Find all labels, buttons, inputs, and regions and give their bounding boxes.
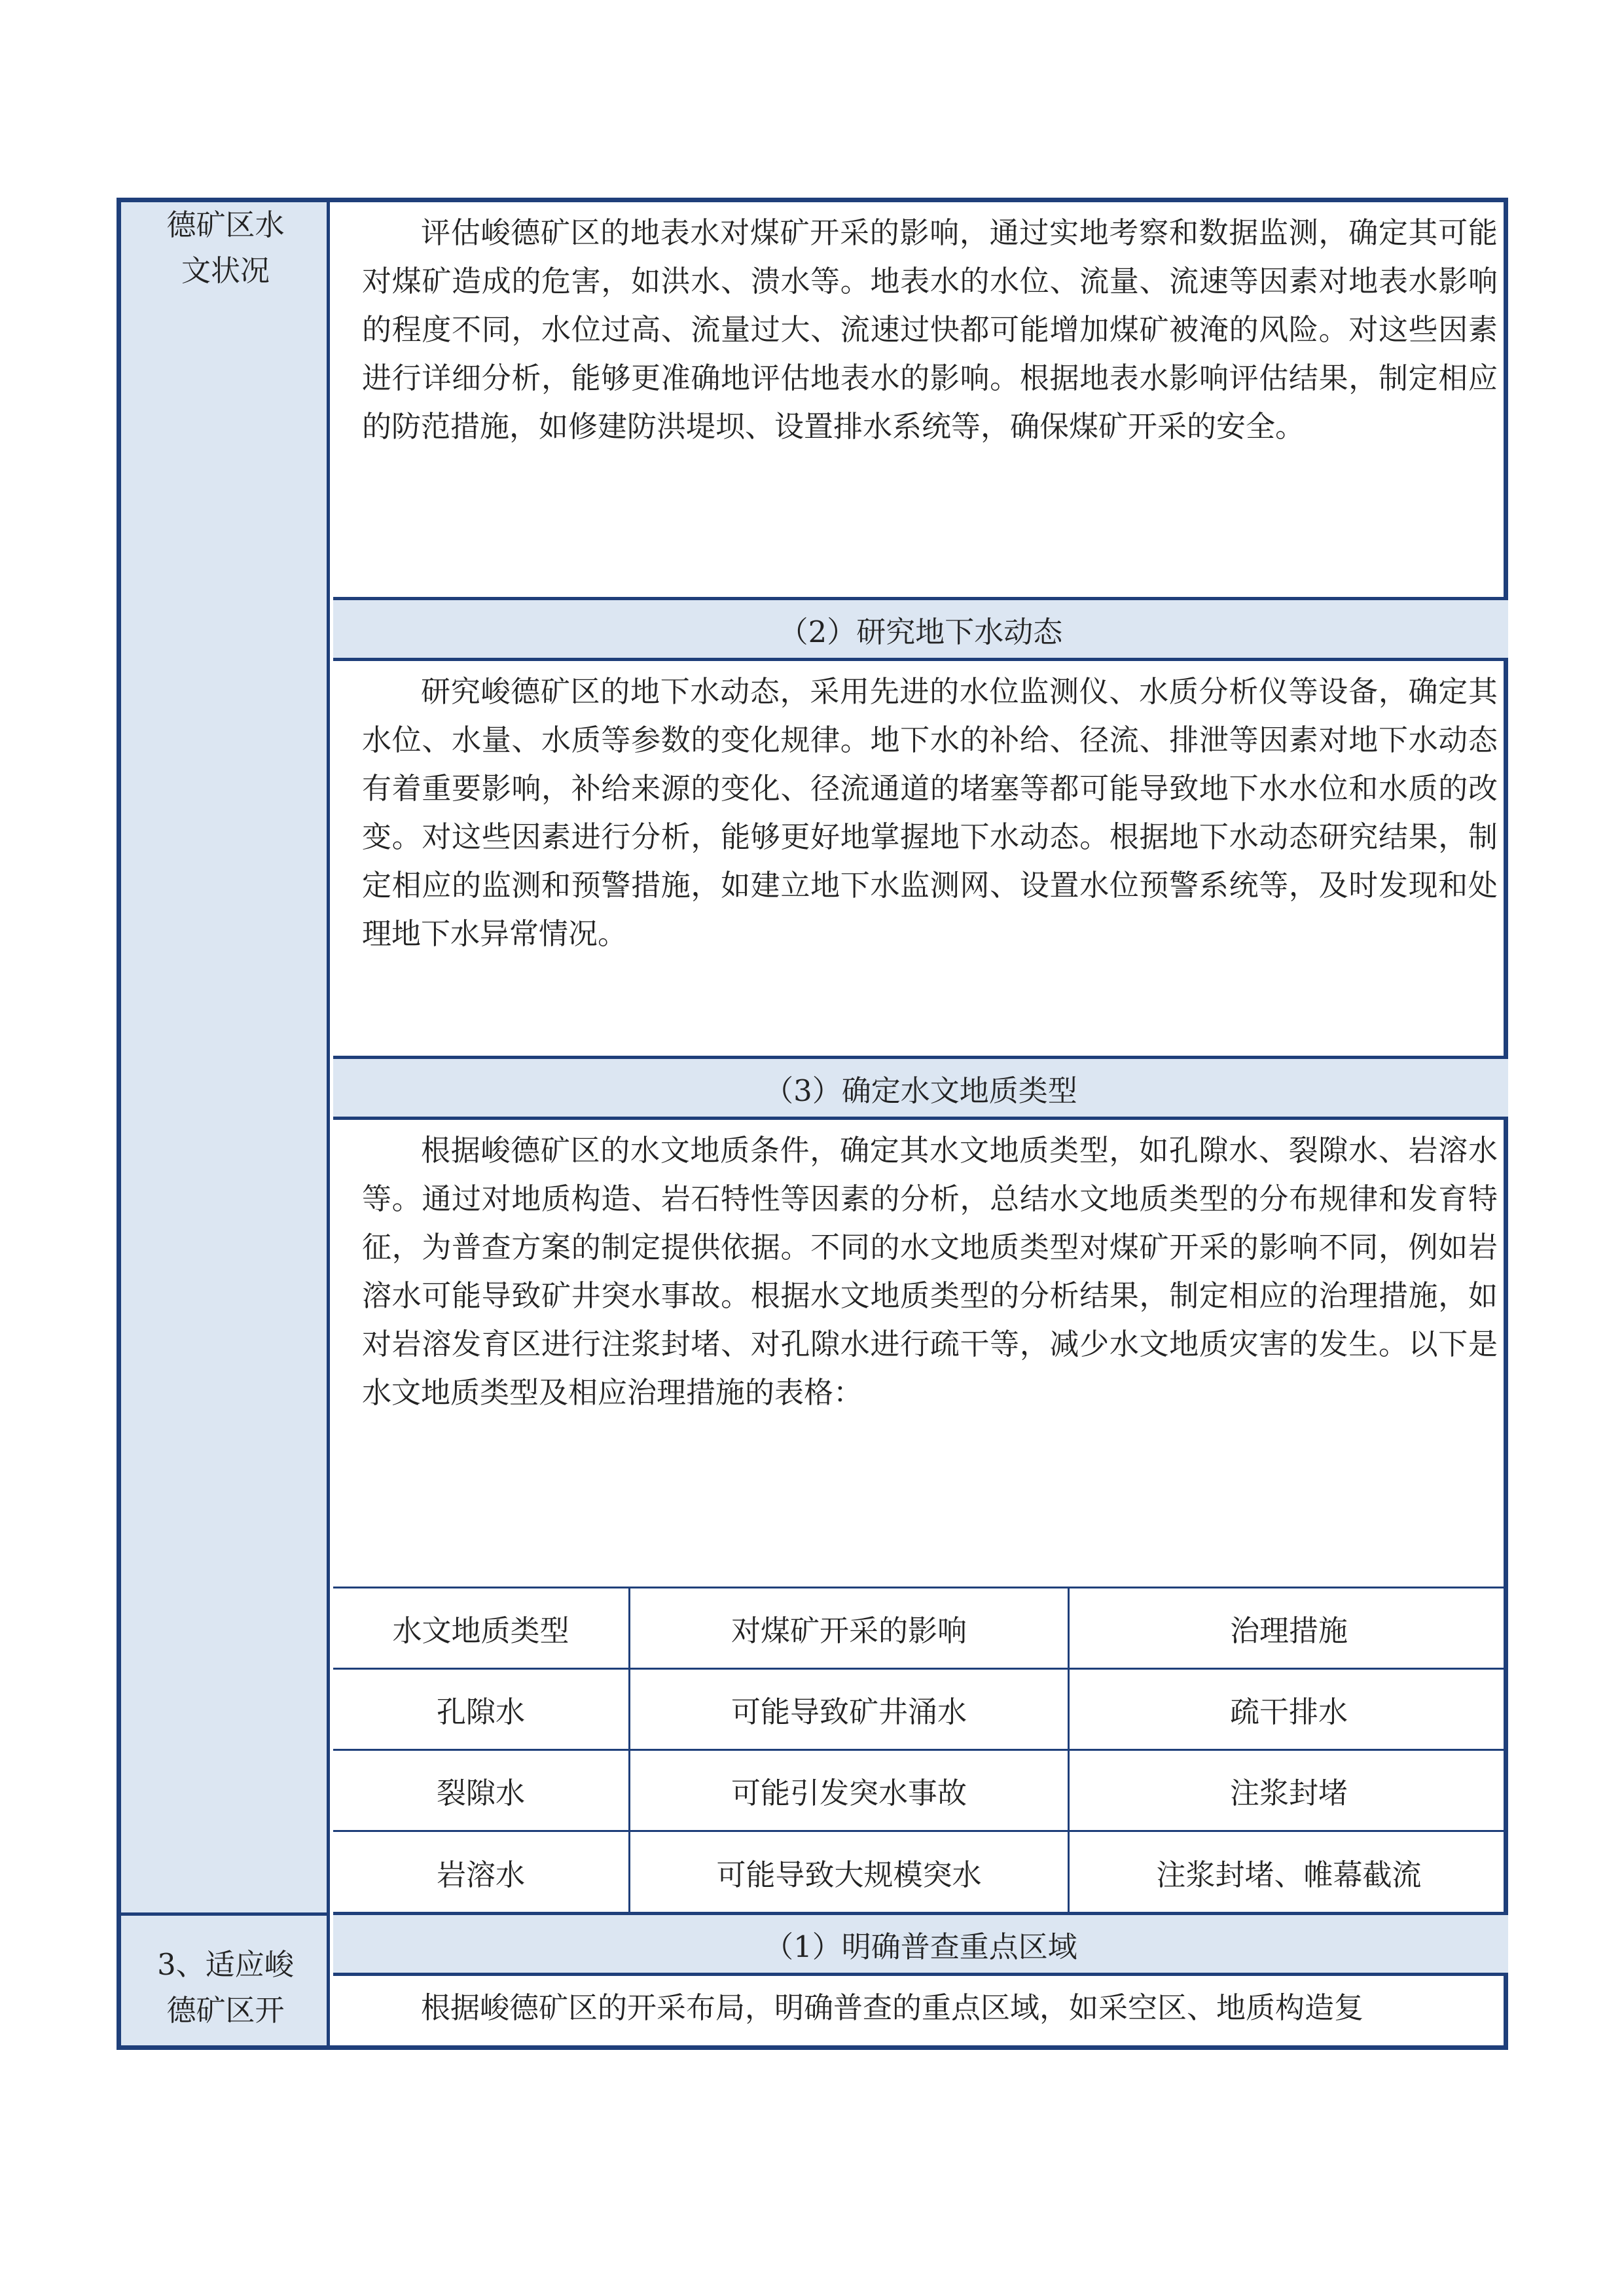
heading-groundwater: （2）研究地下水动态 [333, 600, 1508, 658]
paragraph-hydrogeology-type: 根据峻德矿区的水文地质条件，确定其水文地质类型，如孔隙水、裂隙水、岩溶水等。通过对地质构造、岩石特性等因素的分析，总结水文地质类型的分布规律和发育特征，为普查方案的制定提供依据。不同的水文地质类型对煤矿开采的影响不同，例如岩溶水可能导致矿井突水事故。根据水文地质类型的分析结果，制定相应的治理措施，如对岩溶发育区进行注浆封堵、对孔隙水进行疏干等，减少水文地质灾害的发生。以下是水文地质类型及相应治理措施的表格： [362, 1133, 1498, 1410]
section-2-label-line2: 文状况 [181, 253, 270, 288]
heading-hydrogeology-type: （3）确定水文地质类型 [333, 1059, 1508, 1117]
section-3-label-line1: 3、适应峻 [157, 1947, 294, 1982]
table-header-cell: 水文地质类型 [392, 1613, 569, 1648]
table-cell: 疏干排水 [1229, 1695, 1348, 1729]
table-cell: 裂隙水 [436, 1776, 525, 1810]
table-cell: 可能导致大规模突水 [716, 1857, 982, 1892]
left-label-column [121, 202, 330, 2045]
table-header-cell: 对煤矿开采的影响 [731, 1613, 967, 1648]
table-cell: 岩溶水 [436, 1857, 525, 1892]
divider [333, 1973, 1508, 1976]
table-header-cell: 治理措施 [1229, 1613, 1348, 1648]
table-cell: 可能导致矿井涌水 [731, 1695, 967, 1729]
paragraph-survey-focus-area: 根据峻德矿区的开采布局，明确普查的重点区域，如采空区、地质构造复 [421, 1990, 1364, 2025]
table-cell: 注浆封堵、帷幕截流 [1156, 1857, 1422, 1892]
section-3-label [121, 1942, 330, 2034]
document-frame [117, 198, 1508, 2050]
table-cell: 孔隙水 [436, 1695, 525, 1729]
section-3-label-line2: 德矿区开 [166, 1993, 285, 2028]
left-section-divider [121, 1912, 330, 1916]
table-cell: 注浆封堵 [1229, 1776, 1348, 1810]
section-2-label-line1: 德矿区水 [166, 207, 285, 242]
paragraph-groundwater: 研究峻德矿区的地下水动态，采用先进的水位监测仪、水质分析仪等设备，确定其水位、水量、水质等参数的变化规律。地下水的补给、径流、排泄等因素对地下水动态有着重要影响，补给来源的变化、径流通道的堵塞等都可能导致地下水水位和水质的改变。对这些因素进行分析，能够更好地掌握地下水动态。根据地下水动态研究结果，制定相应的监测和预警措施，如建立地下水监测网、设置水位预警系统等，及时发现和处理地下水异常情况。 [362, 674, 1498, 951]
divider [333, 1117, 1508, 1120]
paragraph-surface-water: 评估峻德矿区的地表水对煤矿开采的影响，通过实地考察和数据监测，确定其可能对煤矿造成的危害，如洪水、溃水等。地表水的水位、流量、流速等因素对地表水影响的程度不同，水位过高、流量过大、流速过快都可能增加煤矿被淹的风险。对这些因素进行详细分析，能够更准确地评估地表水的影响。根据地表水影响评估结果，制定相应的防范措施，如修建防洪堤坝、设置排水系统等，确保煤矿开采的安全。 [362, 215, 1498, 444]
table-cell: 可能引发突水事故 [731, 1776, 967, 1810]
section-2-label [121, 202, 330, 294]
divider [333, 658, 1508, 661]
heading-survey-focus-area: （1）明确普查重点区域 [333, 1915, 1508, 1973]
hydrogeology-table [333, 1587, 1508, 1912]
